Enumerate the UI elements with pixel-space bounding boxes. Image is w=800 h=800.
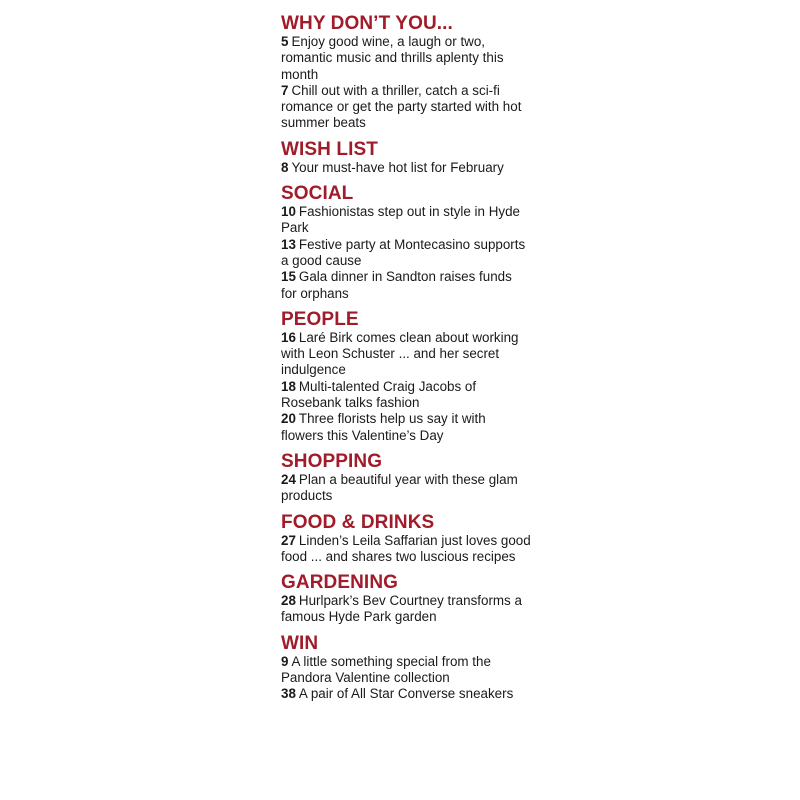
section-title: WHY DON’T YOU...	[281, 13, 453, 34]
section-people	[281, 310, 531, 444]
entry-text: Plan a beautiful year with these glam products	[281, 471, 518, 504]
entry-text: Your must-have hot list for February	[291, 159, 504, 175]
entry-text: Three florists help us say it with flowers this Valentine’s Day	[281, 411, 486, 443]
page-number: 8	[281, 159, 289, 175]
section-gardening	[281, 573, 531, 626]
section-title: PEOPLE	[281, 308, 359, 330]
entry-text: Fashionistas step out in style in Hyde Park	[281, 204, 520, 236]
entry-text: A pair of All Star Converse sneakers	[298, 686, 514, 702]
section-why-dont-you	[281, 14, 531, 132]
page-number: 16	[281, 329, 296, 345]
page-number: 20	[281, 411, 296, 427]
list-item	[281, 330, 531, 379]
entry-text: Chill out with a thriller, catch a sci-fi romance or get the party started with hot summer beats	[281, 82, 522, 131]
section-food-and-drinks	[281, 513, 531, 566]
list-item	[281, 379, 531, 412]
contents-column	[281, 14, 531, 711]
entry-text: Hurlpark’s Bev Courtney transforms a famous Hyde Park garden	[281, 593, 522, 625]
page-number: 9	[281, 653, 289, 669]
entry-text: Linden’s Leila Saffarian just loves good food ... and shares two luscious recipes	[281, 532, 531, 564]
section-shopping	[281, 452, 531, 505]
page-number: 18	[281, 378, 296, 394]
section-social	[281, 184, 531, 302]
list-item	[281, 472, 531, 505]
entry-text: Multi-talented Craig Jacobs of Rosebank talks fashion	[281, 378, 477, 411]
section-title: FOOD & DRINKS	[281, 511, 435, 533]
section-title: GARDENING	[281, 572, 399, 594]
page-number: 13	[281, 236, 296, 252]
list-item	[281, 160, 531, 176]
page-number: 7	[281, 82, 289, 98]
section-title: WIN	[281, 632, 319, 654]
list-item	[281, 686, 531, 702]
section-title: SHOPPING	[281, 450, 383, 472]
list-item	[281, 654, 531, 687]
section-title: SOCIAL	[281, 183, 354, 205]
list-item	[281, 533, 531, 566]
entry-text: Laré Birk comes clean about working with Leon Schuster ... and her secret indulgence	[281, 329, 519, 378]
page-number: 5	[281, 34, 289, 49]
page-number: 10	[281, 204, 296, 220]
section-title: WISH LIST	[281, 138, 378, 160]
entry-text: Gala dinner in Sandton raises funds for orphans	[281, 269, 512, 301]
entry-text: Festive party at Montecasino supports a good cause	[281, 236, 526, 268]
page-number: 15	[281, 269, 296, 285]
entry-text: A little something special from the Pandora Valentine collection	[281, 653, 491, 686]
page-number: 24	[281, 471, 296, 487]
list-item	[281, 204, 531, 237]
list-item	[281, 83, 531, 132]
page-number: 27	[281, 532, 296, 548]
list-item	[281, 269, 531, 302]
list-item	[281, 593, 531, 626]
page-number: 38	[281, 686, 296, 702]
entry-text: Enjoy good wine, a laugh or two, romantic music and thrills aplenty this month	[281, 34, 504, 82]
list-item	[281, 237, 531, 270]
page-number: 28	[281, 593, 296, 609]
section-win	[281, 634, 531, 703]
list-item	[281, 411, 531, 444]
section-wish-list	[281, 140, 531, 176]
list-item	[281, 34, 531, 83]
